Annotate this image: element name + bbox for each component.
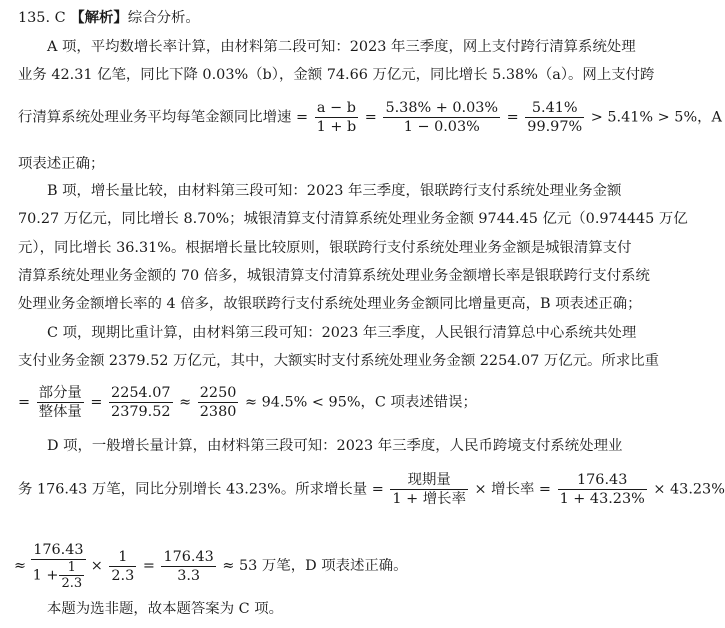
option-a-formula-line [18, 99, 722, 136]
times-rate-value: × 43.23% [653, 481, 725, 498]
approx-sign: ≈ [179, 394, 192, 411]
fraction-numerator: 2250 [199, 385, 237, 401]
times-sign: × [90, 558, 103, 574]
fraction-numerator: 1 [59, 560, 84, 576]
fraction-numerator: 1 [109, 548, 136, 567]
option-a-line-4: 项表述正确； [18, 156, 105, 172]
fraction-numerator: 176.43 [163, 548, 214, 565]
question-number: 135. C [18, 10, 66, 26]
times-growth-rate: × 增长率 = [474, 481, 551, 498]
fraction-d-formula [390, 471, 468, 508]
option-c-line-2: 支付业务金额 2379.52 万亿元，其中，大额实时支付系统处理业务金额 2254.07 万亿元。所求比重 [18, 353, 659, 369]
option-a-conclusion: > 5.41% > 5%，A [590, 109, 722, 126]
option-b-line-2: 70.27 万亿元，同比增长 8.70%；城银清算支付清算系统处理业务金额 9744.45 亿元（0.974445 万亿 [18, 211, 688, 227]
one-plus: 1 + [32, 567, 59, 584]
option-d-line-1: D 项，一般增长量计算，由材料第三段可知：2023 年三季度，人民币跨境支付系统处理业 [47, 438, 623, 454]
option-a-line-2: 业务 42.31 亿笔，同比下降 0.03%（b），金额 74.66 万亿元，同比增长 5.38%（a）。网上支付跨 [18, 67, 655, 83]
fraction-numerator: 176.43 [31, 541, 86, 560]
fraction-denominator: 1 + b [316, 119, 357, 135]
equals-sign: = [364, 109, 377, 126]
fraction-numerator: 现期量 [390, 471, 468, 490]
fraction-a-result [525, 99, 584, 136]
fraction-denominator: 2.3 [61, 576, 83, 591]
fraction-numerator: 2254.07 [111, 385, 171, 401]
option-b-line-1: B 项，增长量比较，由材料第三段可知：2023 年三季度，银联跨行支付系统处理业务金额 [47, 183, 622, 199]
equals-sign: = [18, 394, 31, 411]
option-b-line-5: 处理业务金额增长率的 4 倍多，故银联跨行支付系统处理业务金额同比增量更高，B 项表述正确； [18, 296, 642, 312]
fraction-c-values [109, 384, 173, 421]
fraction-numerator: a − b [315, 99, 359, 118]
fraction-d-values [558, 471, 647, 508]
fraction-a-substitution [383, 99, 500, 136]
answer-header [18, 9, 200, 27]
analysis-type: 综合分析。 [127, 10, 200, 26]
fraction-denominator: 整体量 [38, 404, 82, 420]
equals-sign: = [142, 558, 155, 574]
option-d-formula-line [18, 471, 725, 508]
inner-fraction [59, 560, 84, 591]
fraction-denominator: 3.3 [177, 567, 201, 584]
fraction-numerator: 部分量 [38, 385, 82, 401]
analysis-tag: 【解析】 [70, 9, 128, 26]
fraction-c-rounded [198, 384, 239, 421]
fraction-c-formula [37, 384, 84, 421]
option-a-formula-text: 行清算系统处理业务平均每笔金额同比增速 = [18, 109, 309, 126]
fraction-denominator: 2379.52 [111, 404, 171, 420]
option-b-line-3: 元），同比增长 36.31%。根据增长量比较原则，银联跨行支付系统处理业务金额是城银清算支付 [18, 240, 632, 256]
nested-fraction [31, 541, 86, 591]
nested-denominator [31, 560, 86, 591]
fraction-denominator: 2.3 [111, 567, 135, 584]
option-c-formula-line [18, 384, 477, 421]
fraction-one-over [109, 548, 136, 585]
fraction-denominator: 1 − 0.03% [403, 119, 480, 135]
fraction-denominator: 99.97% [527, 119, 583, 135]
option-b-line-4: 清算系统处理业务金额的 70 倍多，城银清算支付清算系统处理业务金额增长率是银联跨行支付系统 [18, 268, 650, 284]
option-a-line-1: A 项，平均数增长率计算，由材料第二段可知：2023 年三季度，网上支付跨行清算系统处理 [47, 39, 636, 55]
fraction-d-final [161, 548, 215, 585]
option-c-conclusion: ≈ 94.5% < 95%，C 项表述错误； [244, 394, 477, 411]
fraction-numerator: 176.43 [558, 471, 647, 490]
option-d-approx-line [14, 541, 408, 591]
equals-sign: = [90, 394, 103, 411]
option-d-conclusion: ≈ 53 万笔，D 项表述正确。 [222, 558, 408, 574]
option-d-formula-text: 务 176.43 万笔，同比分别增长 43.23%。所求增长量 = [18, 481, 384, 498]
fraction-a-formula [315, 99, 359, 136]
equals-sign: = [506, 109, 519, 126]
final-answer: 本题为选非题，故本题答案为 C 项。 [47, 601, 284, 617]
fraction-denominator: 2380 [199, 404, 237, 420]
fraction-denominator: 1 + 43.23% [559, 491, 645, 507]
fraction-denominator: 1 + 增长率 [392, 491, 466, 507]
approx-sign: ≈ [14, 558, 27, 574]
option-c-line-1: C 项，现期比重计算，由材料第三段可知：2023 年三季度，人民银行清算总中心系统共处理 [47, 325, 637, 341]
fraction-numerator: 5.41% [525, 99, 584, 118]
fraction-numerator: 5.38% + 0.03% [385, 100, 499, 116]
